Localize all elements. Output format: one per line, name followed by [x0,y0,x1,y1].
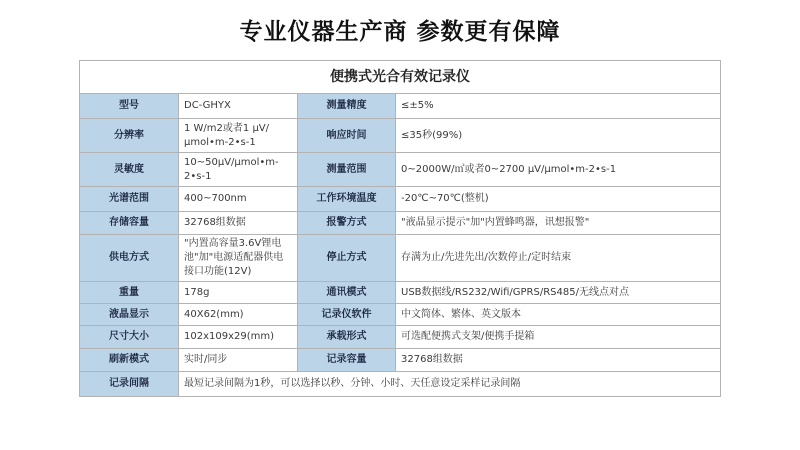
spec-value: 最短记录间隔为1秒，可以选择以秒、分钟、小时、天任意设定采样记录间隔 [179,372,721,397]
spec-label: 工作环境温度 [298,187,396,212]
table-row [80,94,721,119]
spec-label: 尺寸大小 [80,326,179,349]
table-caption-row [80,61,721,94]
spec-value: ≤35秒(99%) [396,119,721,153]
spec-label: 停止方式 [298,235,396,282]
spec-value: 400~700nm [179,187,298,212]
spec-label: 记录容量 [298,349,396,372]
table-row [80,282,721,304]
spec-label: 报警方式 [298,212,396,235]
spec-value: 实时/同步 [179,349,298,372]
spec-value: 1 W/m2或者1 μV/μmol•m-2•s-1 [179,119,298,153]
spec-value: 中文简体、繁体、英文版本 [396,304,721,326]
table-row [80,187,721,212]
spec-label: 光谱范围 [80,187,179,212]
table-row [80,119,721,153]
spec-label: 记录仪软件 [298,304,396,326]
table-row [80,212,721,235]
spec-value: ≤±5% [396,94,721,119]
spec-label: 通讯模式 [298,282,396,304]
spec-label: 供电方式 [80,235,179,282]
table-row [80,349,721,372]
spec-label: 液晶显示 [80,304,179,326]
table-row [80,372,721,397]
spec-value: 32768组数据 [179,212,298,235]
spec-value: "内置高容量3.6V锂电池"加"电源适配器供电接口功能(12V) [179,235,298,282]
spec-label: 记录间隔 [80,372,179,397]
table-row [80,235,721,282]
table-row [80,326,721,349]
spec-table [79,60,721,397]
spec-value: 0~2000W/㎡或者0~2700 μV/μmol•m-2•s-1 [396,153,721,187]
spec-value: USB数据线/RS232/Wifi/GPRS/RS485/无线点对点 [396,282,721,304]
page-headline: 专业仪器生产商 参数更有保障 [239,19,561,45]
spec-value: 存满为止/先进先出/次数停止/定时结束 [396,235,721,282]
spec-label: 测量范围 [298,153,396,187]
spec-value: "液晶显示提示"加"内置蜂鸣器，讯想报警" [396,212,721,235]
spec-value: DC-GHYX [179,94,298,119]
spec-label: 灵敏度 [80,153,179,187]
spec-label: 测量精度 [298,94,396,119]
spec-value: 40X62(mm) [179,304,298,326]
spec-label: 型号 [80,94,179,119]
spec-value: 10~50μV/μmol•m-2•s-1 [179,153,298,187]
spec-value: -20℃~70℃(整机) [396,187,721,212]
table-row [80,304,721,326]
spec-label: 存储容量 [80,212,179,235]
spec-value: 32768组数据 [396,349,721,372]
spec-value: 可选配便携式支架/便携手提箱 [396,326,721,349]
spec-label: 响应时间 [298,119,396,153]
table-row [80,153,721,187]
spec-label: 刷新模式 [80,349,179,372]
spec-value: 178g [179,282,298,304]
spec-value: 102x109x29(mm) [179,326,298,349]
spec-label: 承载形式 [298,326,396,349]
table-caption: 便携式光合有效记录仪 [80,61,721,94]
spec-label: 分辨率 [80,119,179,153]
spec-label: 重量 [80,282,179,304]
